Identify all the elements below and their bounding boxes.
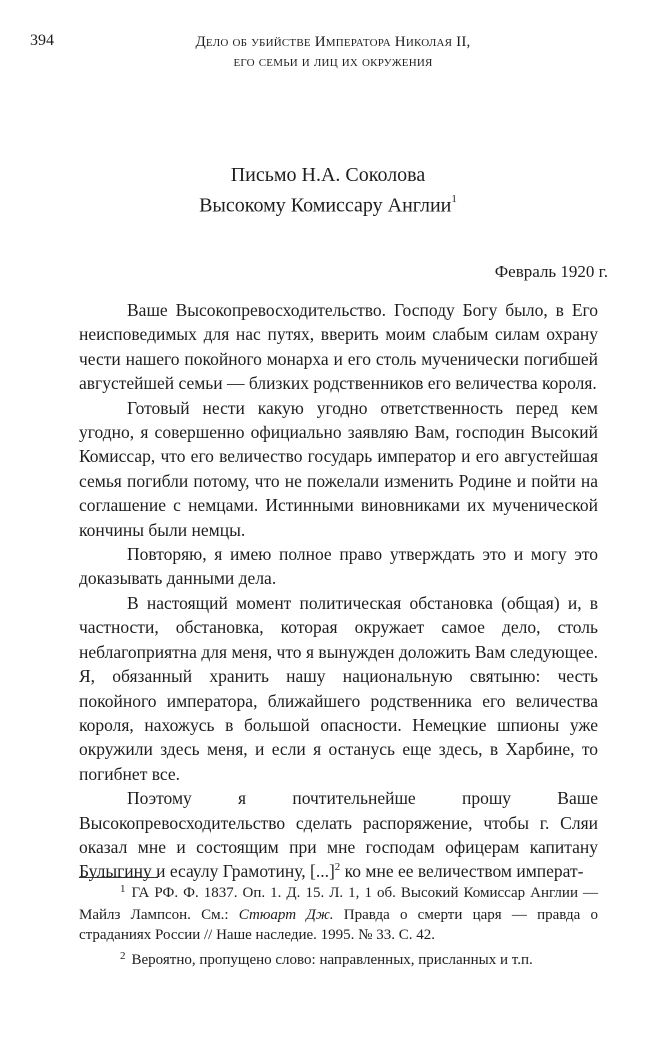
- document-title-line-1: Письмо Н.А. Соколова: [230, 164, 426, 186]
- footnote-ref-2: 2: [334, 861, 341, 874]
- footnote-1-number: 1: [120, 883, 126, 895]
- paragraph-1: Ваше Высокопревосходительство. Господу Богу было, в Его неисповедимых для нас путях, вверить моим слабым силам охрану чести нашего покойного монарха и его столь мученически погибшей августейшей семьи — близких родственников его величества короля.: [79, 300, 598, 394]
- paragraph-2: Готовый нести какую угодно ответственность перед кем угодно, я совершенно официально заявляю Вам, господин Высокий Комиссар, что его величество государь император и его августейшая семья погибли потому, что не пожелали изменить Родине и пойти на соглашение с немцами. Истинными виновниками их мученической кончины были немцы.: [79, 397, 598, 540]
- paragraph-5-text-a: Поэтому я почтительнейше прошу Ваше Высокопревосходительство сделать распоряжение, чтобы г. Сляи оказал мне и состоящим при мне господам офицерам капитану Булыгину и есаулу Грамотину, [...]: [79, 788, 598, 882]
- running-head: [160, 32, 506, 72]
- document-title-line-2-text: Высокому Комиссару Англии: [199, 194, 452, 217]
- footnote-2-number: 2: [120, 949, 126, 962]
- paragraph-3: Повторяю, я имею полное право утверждать это и могу это доказывать данными дела.: [79, 544, 598, 589]
- running-head-line-2: его семьи и лиц их окружения: [233, 54, 433, 70]
- footnote-2: [79, 950, 598, 972]
- running-head-line-1: Дело об убийстве Императора Николая II,: [195, 34, 471, 50]
- footnote-2-text: Вероятно, пропущено слово: направленных, присланных и т.п.: [131, 951, 533, 968]
- document-title: [100, 162, 556, 219]
- footnotes: [79, 883, 598, 975]
- footnote-divider: [79, 877, 158, 878]
- paragraph-4: В настоящий момент политическая обстановка (общая) и, в частности, обстановка, которая окружает самое дело, столь неблагоприятна для меня, что я вынужден доложить Вам следующее. Я, обязанный хранить нашу национальную святыню: честь покойного императора, ближайшего родственника его величества короля, нахожусь в большой опасности. Немецкие шпионы уже окружили здесь меня, и если я останусь еще здесь, в Харбине, то погибнет все.: [79, 592, 598, 784]
- page-number: 394: [30, 32, 54, 49]
- document-title-line-2: [100, 188, 556, 219]
- document-date: Февраль 1920 г.: [494, 262, 608, 281]
- footnote-1: [79, 883, 598, 946]
- footnote-1-text-a: ГА РФ. Ф. 1837. Оп. 1. Д. 15. Л. 1, 1 об. Высокий Комиссар Англии — Майлз Лампсон. См.:: [79, 885, 598, 923]
- paragraph-5: [79, 786, 598, 884]
- letter-body: [79, 298, 598, 884]
- footnote-ref-1: 1: [451, 193, 457, 205]
- paragraph-5-text-b: ко мне ее величеством императ-: [340, 861, 584, 882]
- footnote-1-author: Стюарт Дж.: [238, 906, 334, 923]
- footnote-1-text-b: Правда о смерти царя — правда о страданиях России // Наше наследие. 1995. № 33. С. 42.: [79, 906, 599, 943]
